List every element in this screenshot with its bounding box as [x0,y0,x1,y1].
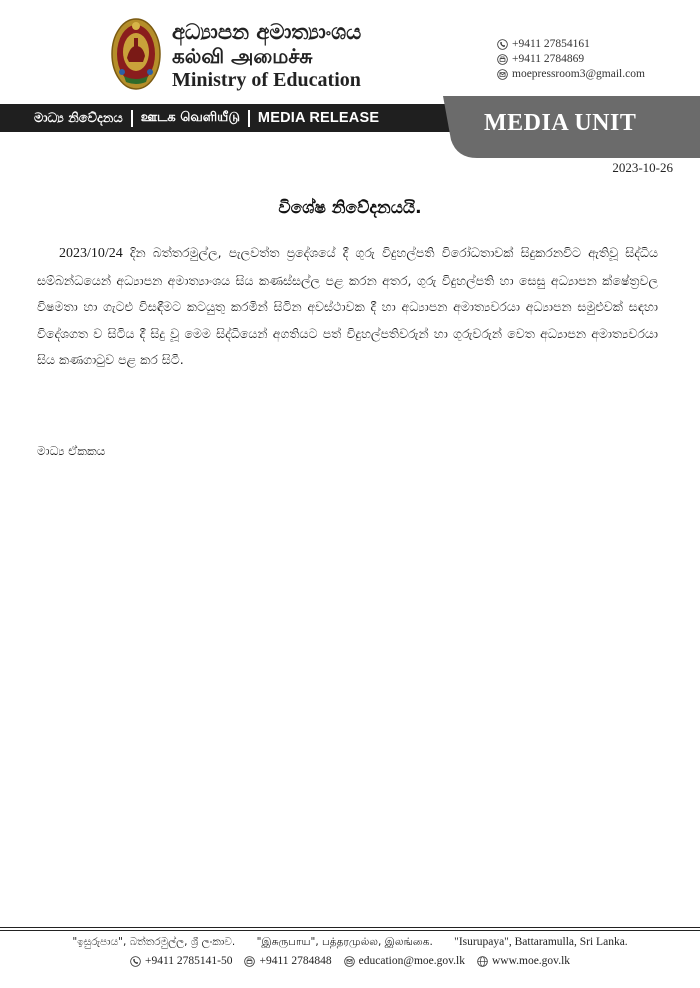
footer-address [0,936,700,949]
ministry-name-block [172,20,361,92]
footer-email-item [344,955,465,967]
phone-icon [130,956,141,967]
header-fax: +9411 2784869 [512,53,585,65]
release-title: විශේෂ නිවේදනයයි. [278,198,422,218]
release-body-text: දින බත්තරමුල්ල, පැලවත්ත ප්‍රදේශයේ දී ගුරු විදුහල්පති විරෝධතාවක් සිදුකරනවිට ඇතිවූ සිද්ධිය සම්බන්ධයෙන් අධ්‍යාපන අමාත්‍යාංශය සිය කණස්සල්ල පළ කරන අතර, ගුරු විදුහල්පති හා සෙසු අධ්‍යාපන ක්ෂේත්‍රවල විෂමතා හා ගැටළු විසඳීමට කටයුතු කරමින් සිටින අවස්ථාවක දී හා අධ්‍යාපන අමාත්‍යවරයා අධ්‍යාපන සමුළුවක් සඳහා විදේශගත ව සිටිය දී සිදු වූ මෙම සිද්ධියෙන් අගතියට පත් විදුහල්පතිවරුන් හා ගුරුවරුන් වෙත අධ්‍යාපන අමාත්‍යවරයා සිය කණගාටුව පළ කර සිටී. [37,245,658,367]
phone-icon [497,39,508,50]
release-body [37,240,658,374]
ministry-name-english: Ministry of Education [172,69,361,91]
footer-fax: +9411 2784848 [259,955,332,967]
fax-icon [244,956,255,967]
release-signature: මාධ්‍ය ඒකකය [37,444,106,458]
footer-address-sinhala: "ඉසුරුපාය", බත්තරමුල්ල, ශ්‍රී ලංකාව. [72,936,236,948]
footer-website-link[interactable]: www.moe.gov.lk [491,955,571,967]
email-icon [497,69,508,80]
sri-lanka-national-emblem-logo [110,16,162,92]
banner-divider [131,110,133,127]
fax-icon [497,54,508,65]
footer-address-tamil: "இசுருபாய", பத்தரமுல்ல, இலங்கை. [256,936,433,948]
footer-website-item [477,955,570,967]
footer-divider-bottom [0,930,700,931]
release-body-date: 2023/10/24 [59,246,123,261]
header-phone: +9411 27854161 [512,38,590,50]
footer-divider-top [0,927,700,928]
header-email-link[interactable]: moepressroom3@gmail.com [512,68,645,80]
globe-icon [477,956,488,967]
banner-divider [248,110,250,127]
release-date: 2023-10-26 [612,160,673,175]
footer-phone: +9411 2785141-50 [144,955,233,967]
ministry-name-sinhala: අධ්‍යාපන අමාත්‍යාංශය [172,20,362,44]
banner-label-english: MEDIA RELEASE [257,110,380,126]
ministry-name-tamil: கல்வி அமைச்சு [172,44,313,68]
header-phone-row [497,37,645,52]
banner-label-tamil: ஊடக வெளியீடு [140,110,240,125]
footer-fax-item [244,955,331,967]
footer-phone-item [130,955,233,967]
header-contacts [497,37,645,82]
banner-label-sinhala: මාධ්‍ය නිවේදනය [34,110,123,126]
header-email-row [497,67,645,82]
media-unit-label: MEDIA UNIT [484,110,637,136]
footer-contacts [0,955,700,967]
banner-labels [34,104,379,132]
footer-email-link[interactable]: education@moe.gov.lk [358,955,465,967]
header-fax-row [497,52,645,67]
email-icon [344,956,355,967]
footer-address-english: "Isurupaya", Battaramulla, Sri Lanka. [454,936,628,948]
